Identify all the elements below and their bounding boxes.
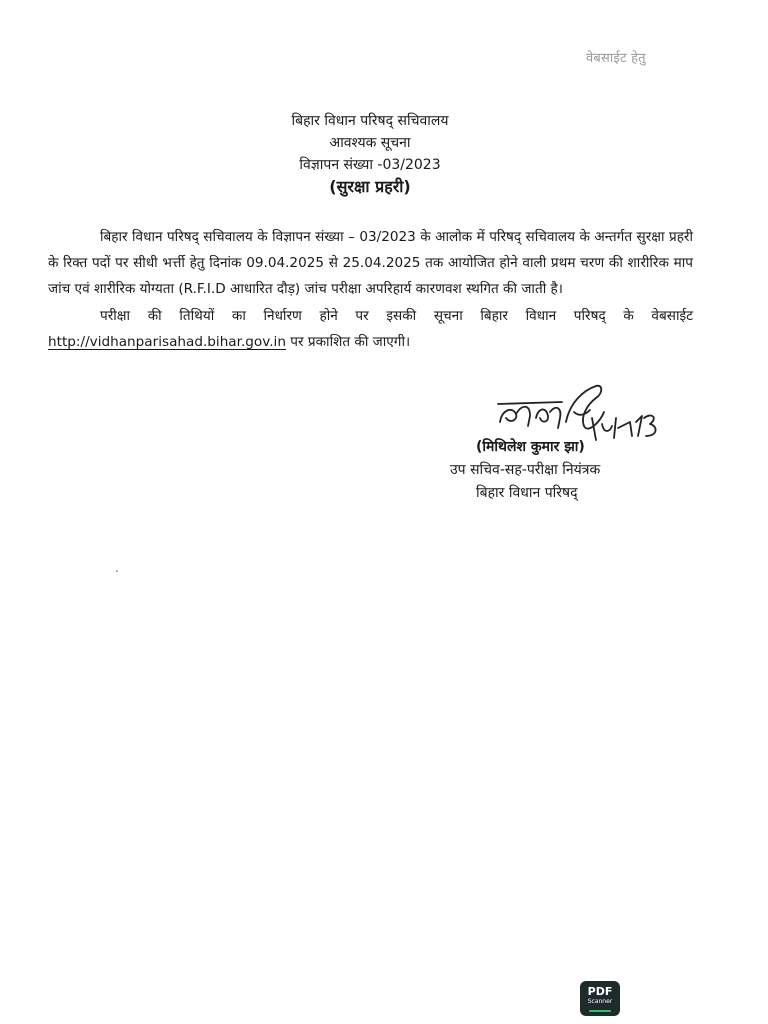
office-title: बिहार विधान परिषद् सचिवालय	[291, 113, 449, 129]
signatory-organization: बिहार विधान परिषद्	[476, 485, 578, 501]
pdf-scanner-badge[interactable]	[580, 981, 620, 1016]
notice-body	[48, 224, 693, 355]
paragraph-postponement: बिहार विधान परिषद् सचिवालय के विज्ञापन संख्या – 03/2023 के आलोक में परिषद् सचिवालय के अन्तर्गत सुरक्षा प्रहरी के रिक्त पदों पर सीधी भर्त्ती हेतु दिनांक 09.04.2025 से 25.04.2025 तक आयोजित होने वाली प्रथम चरण की शारीरिक माप जांच एवं शारीरिक योग्यता (R.F.I.D आधारित दौड़) जांच परीक्षा अपरिहार्य कारणवश स्थगित की जाती है।	[48, 229, 693, 298]
badge-subtitle: Scanner	[587, 998, 613, 1005]
post-name: (सुरक्षा प्रहरी)	[329, 177, 411, 196]
badge-title: PDF	[587, 985, 613, 998]
paragraph-website-info	[48, 303, 693, 355]
advertisement-number: विज्ञापन संख्या -03/2023	[299, 157, 441, 173]
signatory-designation: उप सचिव-सह-परीक्षा नियंत्रक	[450, 462, 601, 478]
badge-accent-bar	[589, 1010, 611, 1012]
notice-heading	[220, 110, 520, 198]
scan-speck	[116, 570, 118, 572]
notice-title: आवश्यक सूचना	[329, 135, 411, 151]
signatory-block	[440, 436, 680, 505]
corner-note: वेबसाईट हेतु	[586, 51, 646, 66]
website-link[interactable]: http://vidhanparisahad.bihar.gov.in	[48, 333, 286, 350]
signatory-name: (मिथिलेश कुमार झा)	[476, 439, 585, 455]
paragraph-text-start: परीक्षा की तिथियों का निर्धारण होने पर इसकी सूचना बिहार विधान परिषद् के वेबसाईट	[100, 307, 693, 324]
paragraph-text-end: पर प्रकाशित की जाएगी।	[285, 333, 411, 350]
